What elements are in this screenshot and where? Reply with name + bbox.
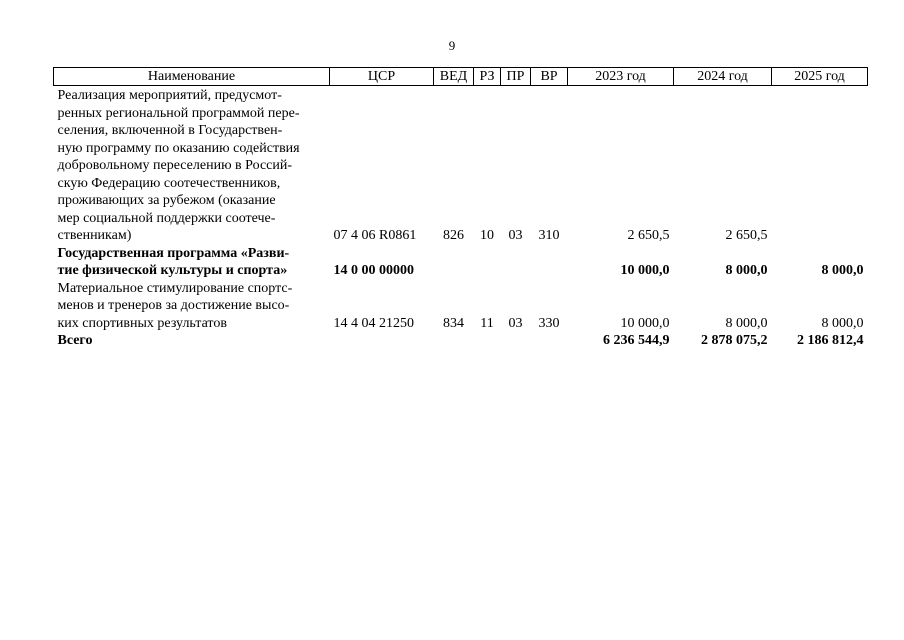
header-csr: ЦСР — [330, 68, 434, 86]
row-ved — [434, 332, 474, 350]
row-vr: 330 — [538, 315, 560, 331]
row-ved: 834 — [443, 315, 464, 331]
row-name — [54, 332, 330, 350]
table-row — [54, 280, 868, 333]
name-line: ренных региональной программой пере- — [57, 105, 300, 121]
total-row — [54, 332, 868, 350]
name-line: Материальное стимулирование спортс- — [57, 280, 293, 296]
row-2025: 8 000,0 — [821, 315, 864, 331]
name-line: менов и тренеров за достижение высо- — [57, 298, 290, 313]
name-line: Всего — [57, 333, 93, 348]
header-ved: ВЕД — [434, 68, 474, 86]
row-2024: 8 000,0 — [725, 315, 768, 331]
row-pr — [501, 332, 531, 350]
header-2025: 2025 год — [772, 68, 868, 86]
row-2025 — [772, 86, 868, 245]
header-name: Наименование — [54, 68, 330, 86]
name-line: мер социальной поддержки соотече- — [57, 210, 276, 226]
table-row — [54, 86, 868, 245]
row-2023: 2 650,5 — [627, 228, 670, 243]
row-rz: 11 — [480, 315, 494, 331]
row-2023: 10 000,0 — [620, 263, 670, 278]
row-2025: 2 186 812,4 — [797, 333, 864, 348]
row-2024: 8 000,0 — [725, 263, 768, 278]
row-rz: 10 — [480, 228, 494, 243]
row-2023: 10 000,0 — [620, 315, 670, 331]
header-row — [54, 68, 868, 86]
page-number: 9 — [448, 38, 456, 53]
row-ved: 826 — [443, 228, 464, 243]
row-rz — [474, 332, 501, 350]
row-2025: 8 000,0 — [821, 263, 864, 278]
name-line: Реализация мероприятий, предусмот- — [57, 88, 282, 103]
name-line: ких спортивных результатов — [57, 315, 227, 331]
row-2024: 2 650,5 — [725, 228, 768, 243]
budget-table — [53, 67, 868, 350]
row-2023: 6 236 544,9 — [603, 333, 670, 348]
header-pr: ПР — [501, 68, 531, 86]
row-pr: 03 — [508, 228, 523, 243]
row-vr — [531, 245, 568, 280]
row-2024: 2 878 075,2 — [701, 333, 768, 348]
row-pr — [501, 245, 531, 280]
row-ved — [434, 245, 474, 280]
row-pr: 03 — [508, 315, 523, 331]
name-line: проживающих за рубежом (оказание — [57, 193, 276, 208]
name-line: Государственная программа «Разви- — [57, 245, 290, 261]
header-2024: 2024 год — [674, 68, 772, 86]
row-csr: 14 4 04 21250 — [333, 315, 414, 331]
table-row — [54, 245, 868, 280]
row-csr: 14 0 00 00000 — [333, 263, 414, 278]
name-line: ственникам) — [57, 228, 132, 243]
name-line: ную программу по оказанию содействия — [57, 140, 300, 156]
header-rz: РЗ — [474, 68, 501, 86]
header-2023: 2023 год — [568, 68, 674, 86]
name-line: скую Федерацию соотечественников, — [57, 175, 281, 191]
row-rz — [474, 245, 501, 280]
name-line: селения, включенной в Государствен- — [57, 123, 283, 138]
row-csr: 07 4 06 R0861 — [333, 228, 417, 243]
row-csr — [330, 332, 434, 350]
row-name — [54, 86, 330, 245]
row-vr: 310 — [538, 228, 560, 243]
name-line: добровольному переселению в Россий- — [57, 158, 293, 173]
header-vr: ВР — [531, 68, 568, 86]
name-line: тие физической культуры и спорта» — [57, 263, 288, 278]
row-name — [54, 245, 330, 280]
row-vr — [531, 332, 568, 350]
row-name — [54, 280, 330, 333]
